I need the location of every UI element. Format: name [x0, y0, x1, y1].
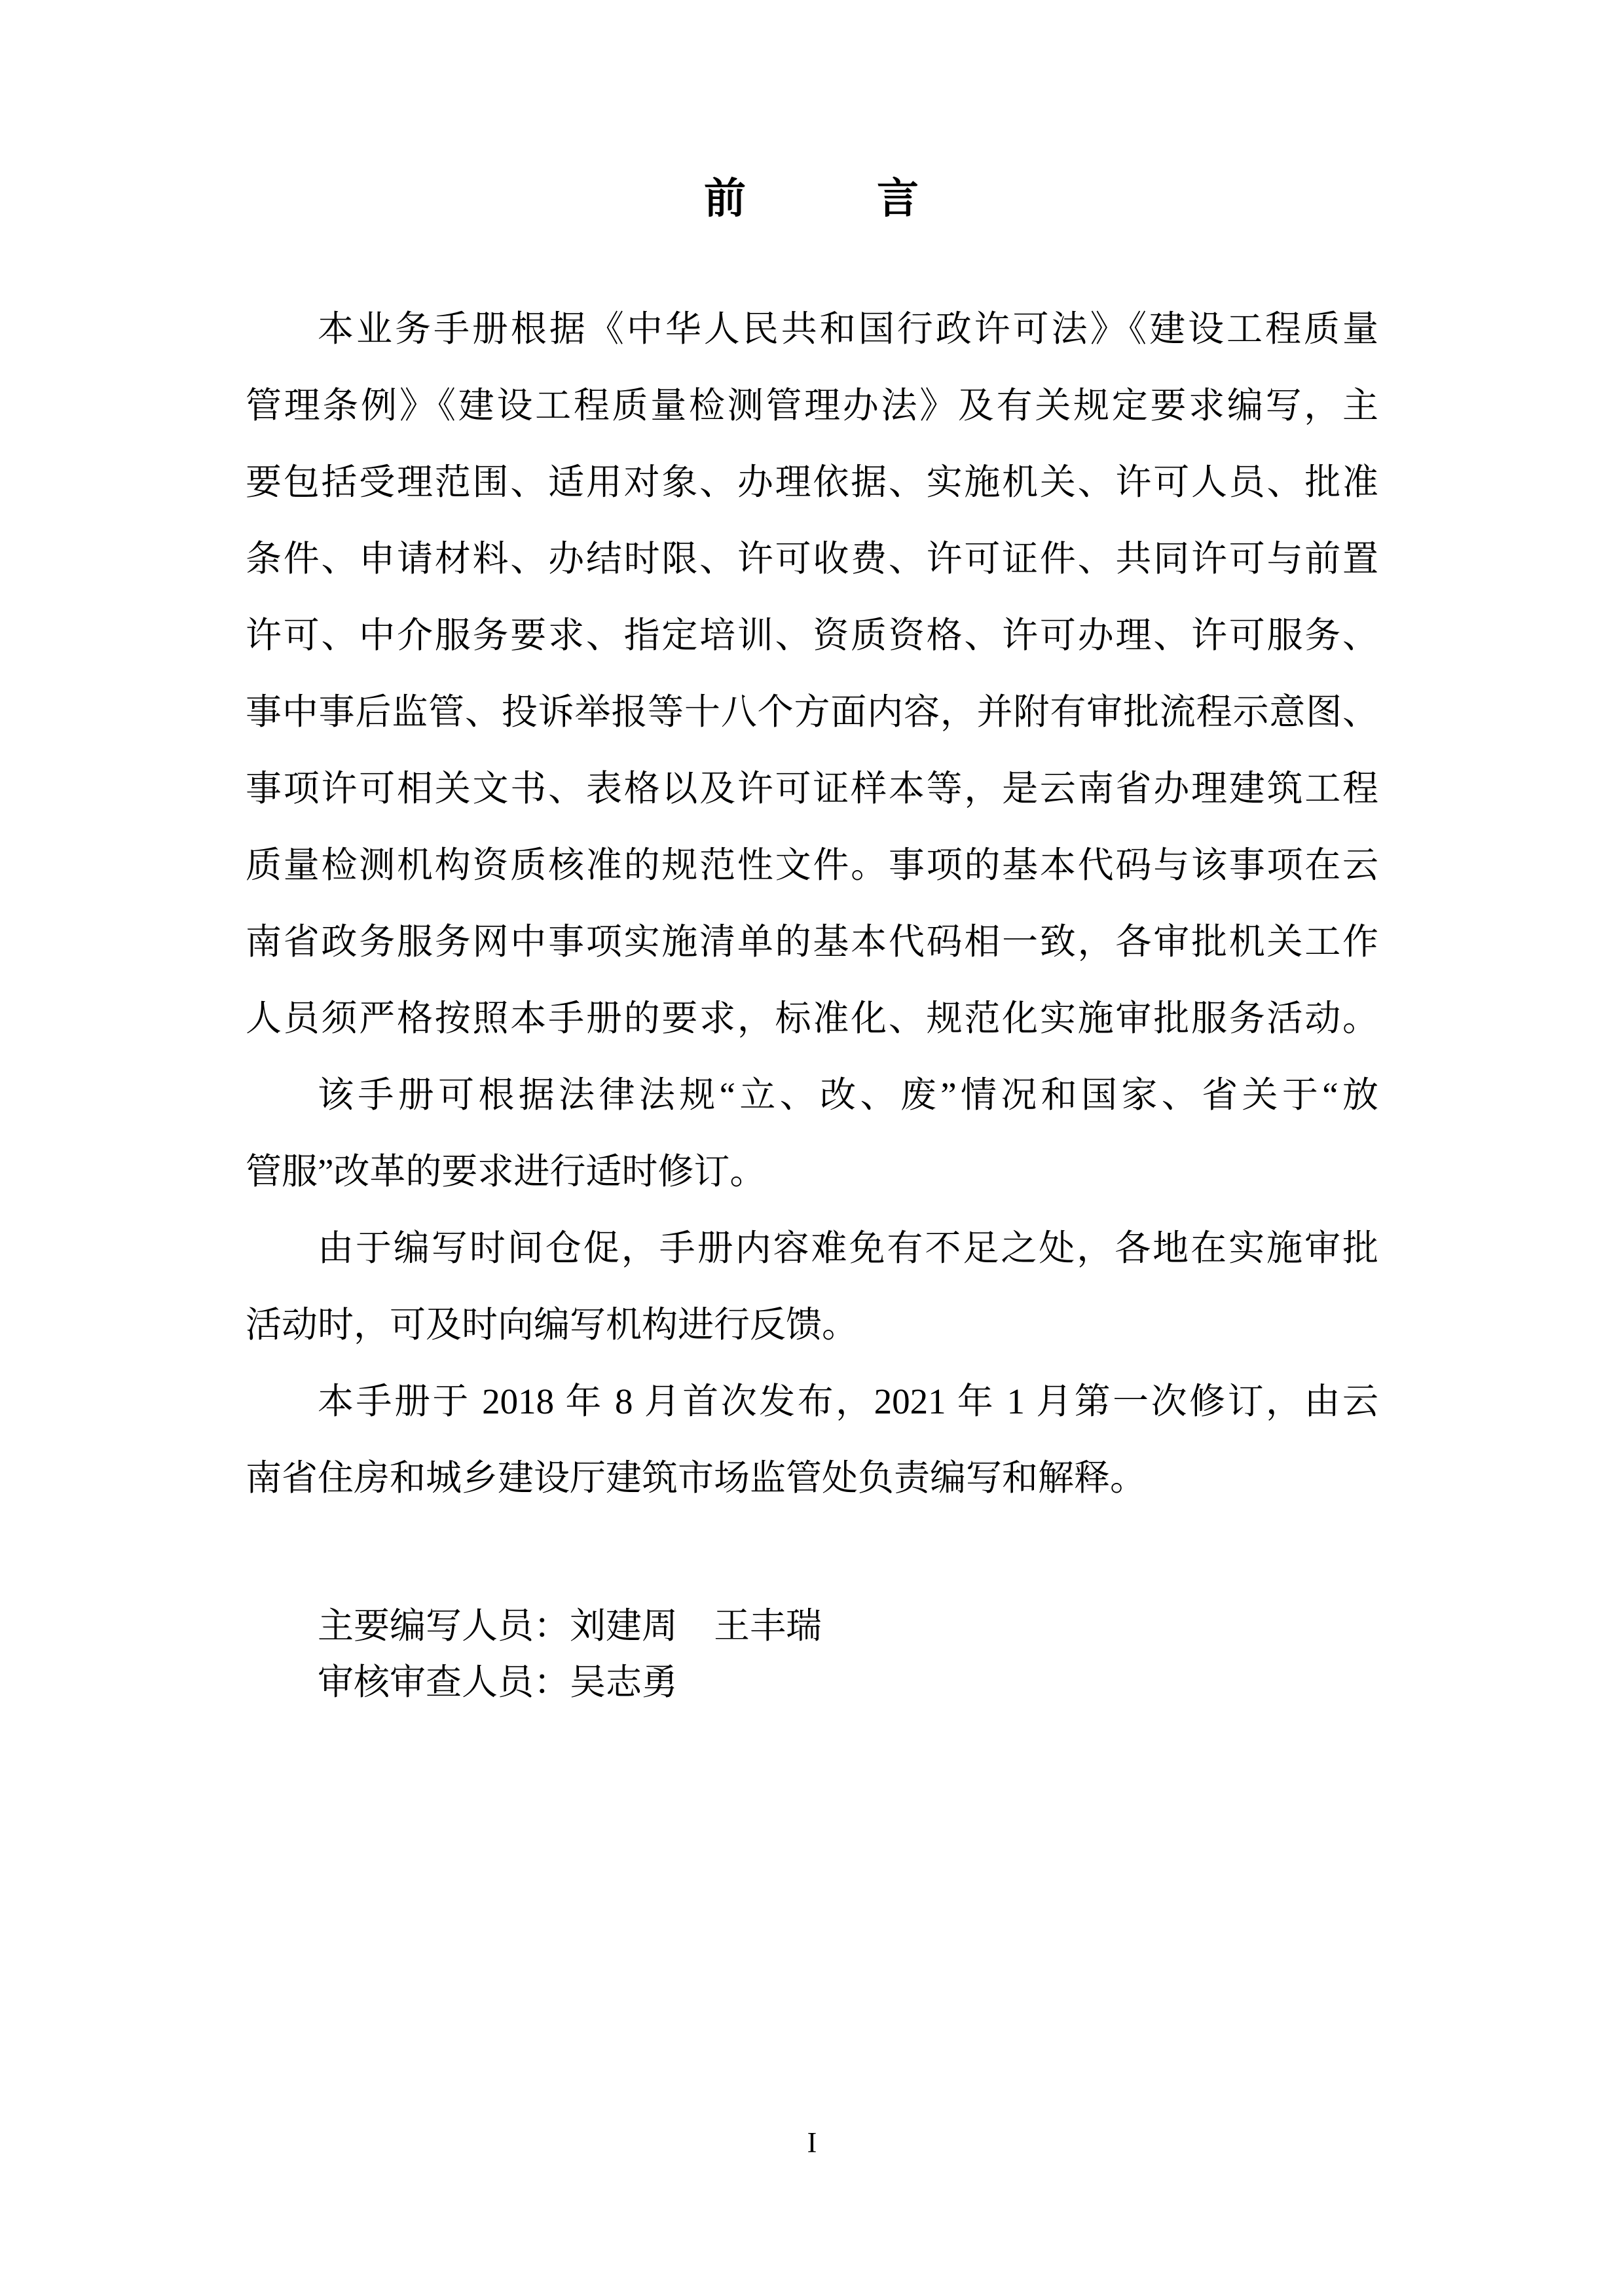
paragraph-line: 条件、申请材料、办结时限、许可收费、许可证件、共同许可与前置	[246, 539, 1378, 579]
paragraph-line: 要包括受理范围、适用对象、办理依据、实施机关、许可人员、批准	[246, 462, 1378, 502]
preface-body	[246, 291, 1378, 1711]
paragraph-line: 事项许可相关文书、表格以及许可证样本等，是云南省办理建筑工程	[246, 769, 1378, 809]
paragraph-line: 南省政务服务网中事项实施清单的基本代码相一致，各审批机关工作	[246, 922, 1378, 962]
paragraph-line: 质量检测机构资质核准的规范性文件。事项的基本代码与该事项在云	[246, 845, 1378, 885]
paragraph	[246, 1057, 1378, 1210]
paragraph-line: 事中事后监管、投诉举报等十八个方面内容，并附有审批流程示意图、	[246, 692, 1378, 732]
paragraph-line: 管理条例》《建设工程质量检测管理办法》及有关规定要求编写，主	[246, 386, 1378, 426]
paragraph-line: 本业务手册根据《中华人民共和国行政许可法》《建设工程质量	[318, 309, 1378, 349]
credits-block	[246, 1598, 1378, 1711]
paragraph	[246, 1210, 1378, 1363]
paragraph-line: 该手册可根据法律法规“立、改、废”情况和国家、省关于“放	[318, 1075, 1378, 1115]
paragraph-line: 许可、中介服务要求、指定培训、资质资格、许可办理、许可服务、	[246, 615, 1378, 655]
paragraph-line: 活动时，可及时向编写机构进行反馈。	[246, 1305, 858, 1345]
paragraph-line: 由于编写时间仓促，手册内容难免有不足之处，各地在实施审批	[318, 1228, 1378, 1268]
paragraph-line: 本手册于 2018 年 8 月首次发布，2021 年 1 月第一次修订，由云	[318, 1381, 1378, 1421]
paragraph-line: 管服”改革的要求进行适时修订。	[246, 1152, 766, 1192]
paragraph-line: 人员须严格按照本手册的要求，标准化、规范化实施审批服务活动。	[246, 998, 1378, 1038]
credit-line-reviewers: 审核审查人员：吴志勇	[318, 1662, 678, 1702]
paragraph	[246, 291, 1378, 1057]
page-number: I	[807, 2126, 817, 2159]
paragraph	[246, 1363, 1378, 1516]
paragraph-line: 南省住房和城乡建设厅建筑市场监管处负责编写和解释。	[246, 1458, 1147, 1498]
preface-title: 前 言	[704, 175, 920, 222]
credit-line-authors: 主要编写人员：刘建周 王丰瑞	[318, 1606, 822, 1646]
